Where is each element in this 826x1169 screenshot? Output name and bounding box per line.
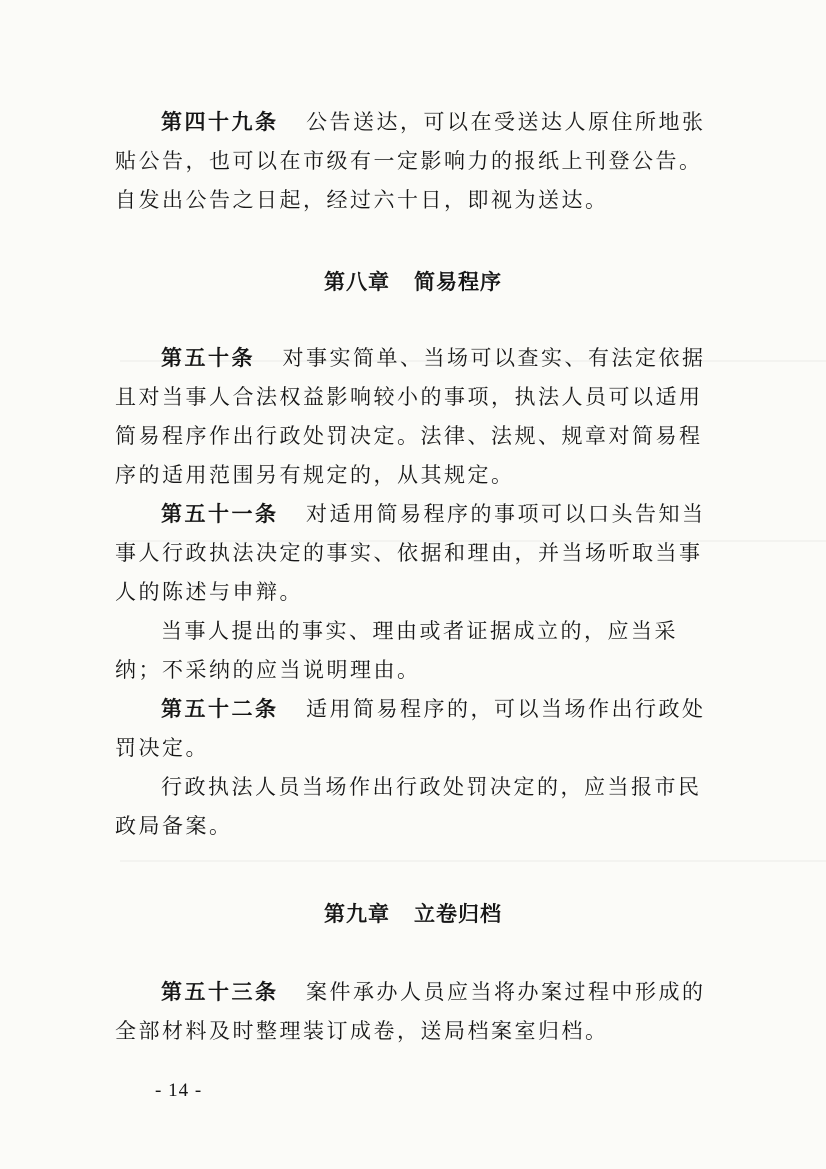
- article-52-text: 适用简易程序的，可以当场作出行政处罚决定。: [115, 697, 706, 760]
- page-number: - 14 -: [155, 1080, 203, 1101]
- article-52-number: 第五十二条: [161, 697, 279, 721]
- article-53-text: 案件承办人员应当将办案过程中形成的全部材料及时整理装订成卷，送局档案室归档。: [115, 980, 706, 1043]
- scan-bleed-line: [120, 860, 826, 862]
- chapter-9-number: 第九章: [324, 902, 390, 926]
- chapter-8-number: 第八章: [324, 270, 390, 294]
- article-51-text: 对适用简易程序的事项可以口头告知当事人行政执法决定的事实、依据和理由，并当场听取当事人的陈述与申辩。: [115, 502, 706, 604]
- chapter-8-title: 简易程序: [414, 270, 502, 294]
- article-49-text: 公告送达，可以在受送达人原住所地张贴公告，也可以在市级有一定影响力的报纸上刊登公告。自发出公告之日起，经过六十日，即视为送达。: [115, 110, 706, 212]
- article-53: [115, 973, 711, 1051]
- article-50-text: 对事实简单、当场可以查实、有法定依据且对当事人合法权益影响较小的事项，执法人员可以适用简易程序作出行政处罚决定。法律、法规、规章对简易程序的适用范围另有规定的，从其规定。: [115, 346, 706, 487]
- article-52-paragraph-2: 行政执法人员当场作出行政处罚决定的，应当报市民政局备案。: [115, 775, 702, 838]
- article-51: [115, 495, 711, 612]
- article-53-number: 第五十三条: [161, 980, 279, 1004]
- article-51-paragraph-2: 当事人提出的事实、理由或者证据成立的，应当采纳；不采纳的应当说明理由。: [115, 619, 678, 682]
- article-49-number: 第四十九条: [161, 110, 279, 134]
- article-52: [115, 690, 711, 768]
- article-50-number: 第五十条: [161, 346, 255, 370]
- chapter-9-title: 立卷归档: [414, 902, 502, 926]
- chapter-8-heading: [0, 266, 826, 296]
- article-51-number: 第五十一条: [161, 502, 279, 526]
- article-50: [115, 339, 711, 495]
- chapter-9-heading: [0, 898, 826, 928]
- article-49: [115, 103, 711, 220]
